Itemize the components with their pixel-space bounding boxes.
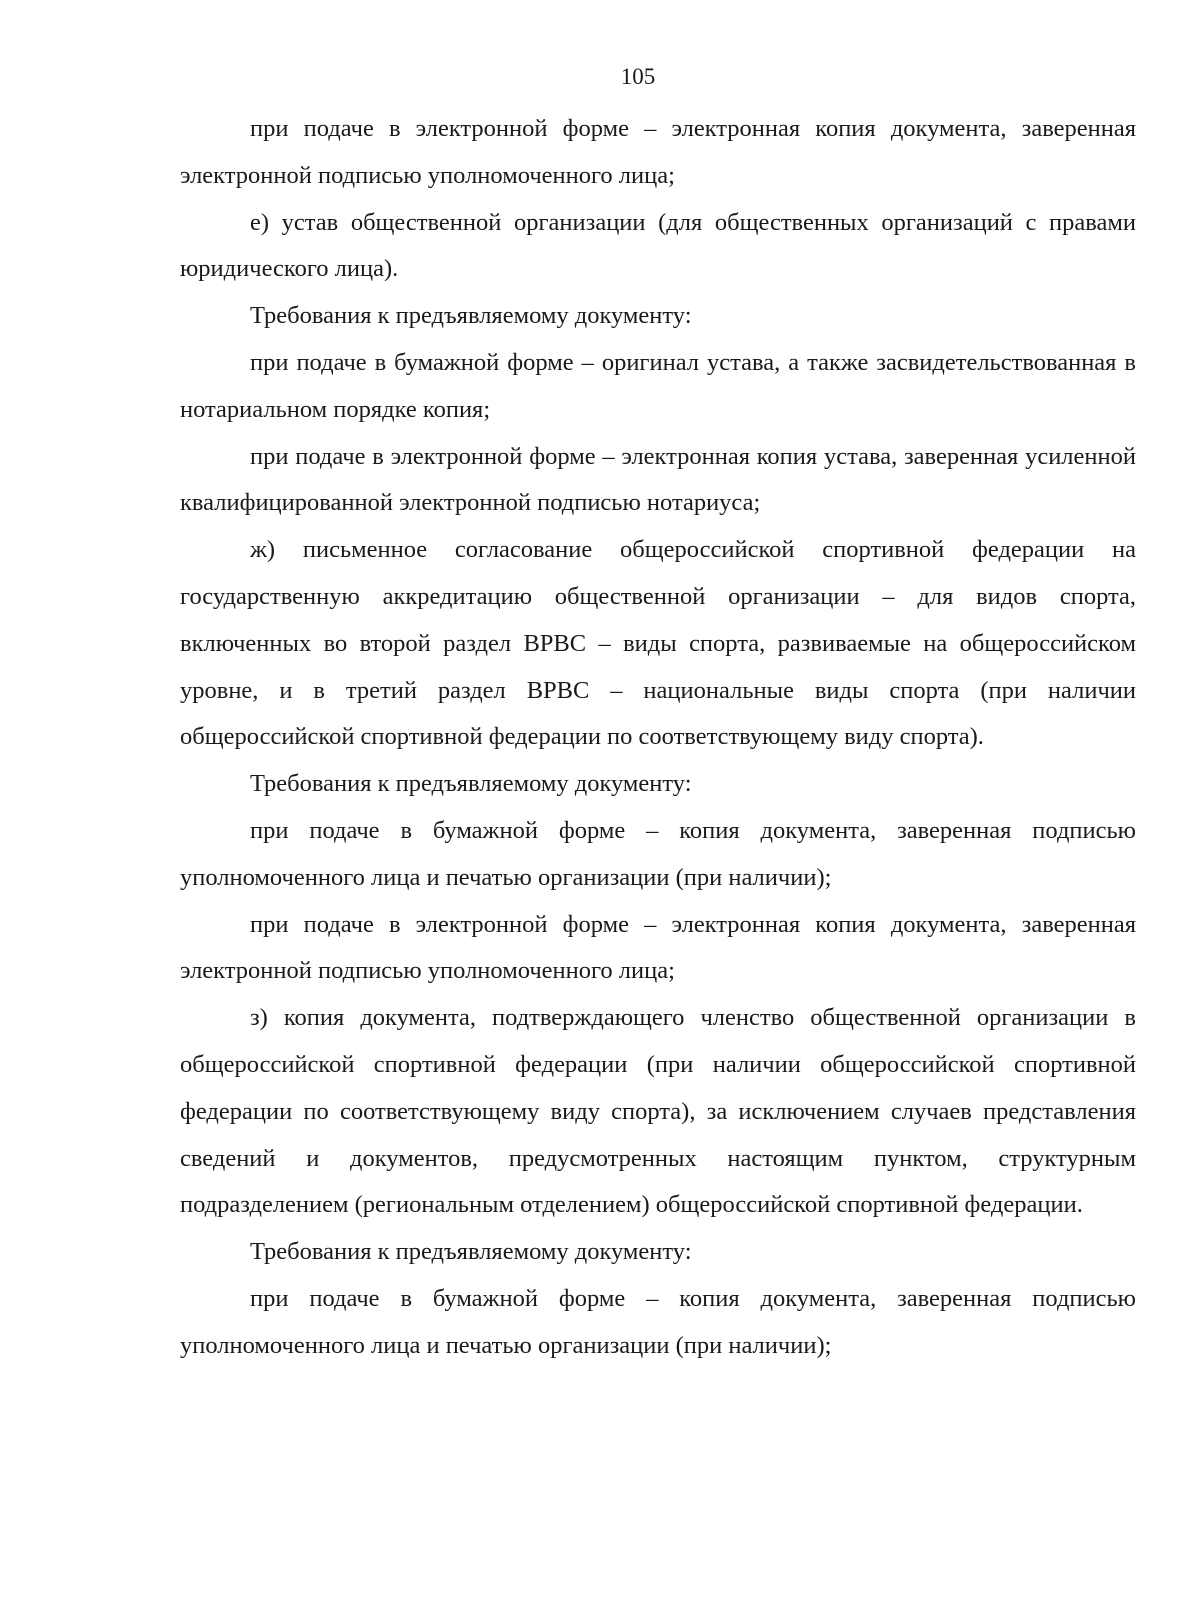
paragraph: при подаче в бумажной форме – копия документа, заверенная подписью уполномоченного лица и печатью организации (при наличии); (180, 1284, 1136, 1359)
paragraph: з) копия документа, подтверждающего членство общественной организации в общероссийской спортивной федерации (при наличии общероссийской спортивной федерации по соответствующему виду спорта), за исключением случаев представления сведений и документов, предусмотренных настоящим пунктом, структурным подразделением (региональным отделением) общероссийской спортивной федерации. (180, 1004, 1136, 1219)
paragraph: е) устав общественной организации (для общественных организаций с правами юридического лица). (180, 208, 1136, 283)
paragraph: при подаче в электронной форме – электронная копия документа, заверенная электронной подписью уполномоченного лица; (180, 115, 1136, 189)
paragraph: ж) письменное согласование общероссийской спортивной федерации на государственную аккредитацию общественной организации – для видов спорта, включенных во второй раздел ВРВС – виды спорта, развиваемые на общероссийском уровне, и в третий раздел ВРВС – национальные виды спорта (при наличии общероссийской спортивной федерации по соответствующему виду спорта). (180, 536, 1136, 751)
requirements-heading: Требования к предъявляемому документу: (250, 1238, 692, 1266)
paragraph: при подаче в бумажной форме – копия документа, заверенная подписью уполномоченного лица и печатью организации (при наличии); (180, 816, 1136, 891)
document-body (180, 106, 1136, 1370)
requirements-heading: Требования к предъявляемому документу: (250, 302, 692, 330)
paragraph: при подаче в бумажной форме – оригинал устава, а также засвидетельствованная в нотариальном порядке копия; (180, 348, 1136, 423)
page-number: 105 (620, 64, 656, 89)
requirements-heading: Требования к предъявляемому документу: (250, 770, 692, 798)
paragraph: при подаче в электронной форме – электронная копия устава, заверенная усиленной квалифицированной электронной подписью нотариуса; (180, 442, 1136, 517)
paragraph: при подаче в электронной форме – электронная копия документа, заверенная электронной подписью уполномоченного лица; (180, 910, 1136, 985)
